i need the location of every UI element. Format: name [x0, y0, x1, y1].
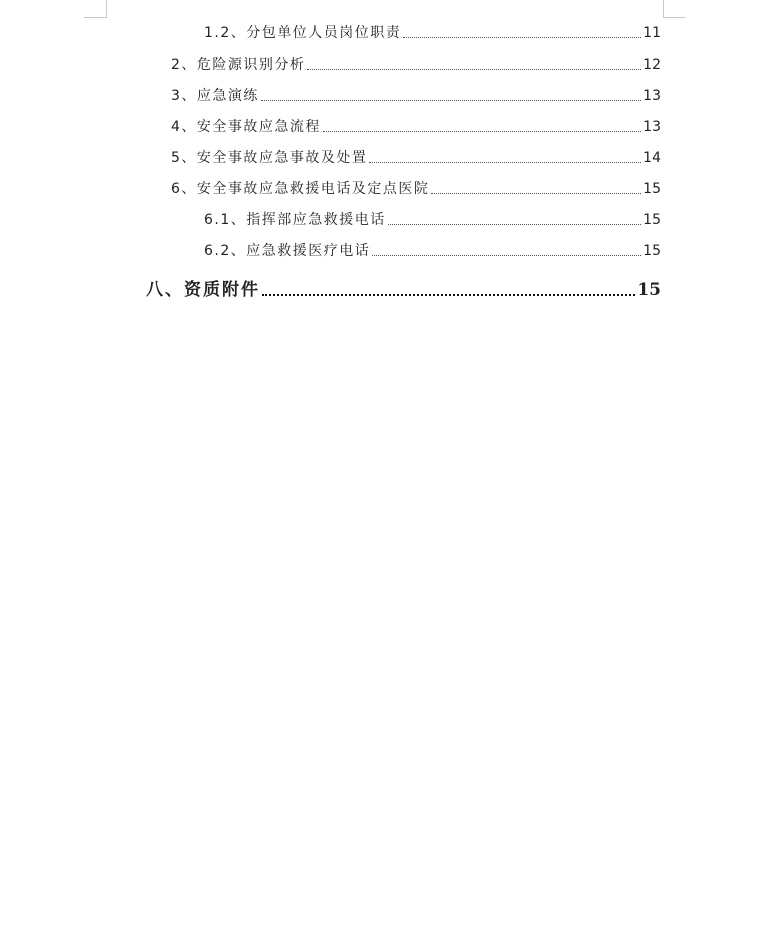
toc-entry-label: 6.1、指挥部应急救援电话 [204, 212, 386, 228]
toc-entry[interactable] [204, 25, 661, 41]
toc-entry[interactable] [171, 119, 661, 135]
toc-page-number: 15 [643, 212, 661, 228]
toc-page-number: 15 [637, 280, 661, 300]
toc-leader-dots [372, 254, 641, 256]
toc-leader-dots [323, 130, 641, 132]
toc-leader-dots [403, 36, 641, 38]
toc-leader-dots [388, 223, 641, 225]
toc-entry-label: 5、安全事故应急事故及处置 [171, 150, 368, 166]
toc-entry-label: 1.2、分包单位人员岗位职责 [204, 25, 402, 41]
toc-entry-label: 6.2、应急救援医疗电话 [204, 243, 371, 259]
toc-page-number: 12 [643, 57, 661, 73]
toc-page-number: 13 [643, 88, 661, 104]
toc-entry[interactable] [171, 88, 661, 104]
toc-leader-dots [431, 192, 641, 194]
toc-page-number: 14 [643, 150, 661, 166]
toc-entry-label: 6、安全事故应急救援电话及定点医院 [171, 181, 430, 197]
crop-mark-top-left [84, 0, 107, 18]
toc-leader-dots [262, 293, 635, 296]
toc-entry[interactable] [171, 57, 661, 73]
toc-entry[interactable] [171, 150, 661, 166]
toc-leader-dots [369, 161, 641, 163]
toc-entry[interactable] [204, 212, 661, 228]
toc-page-number: 15 [643, 243, 661, 259]
toc-page-number: 13 [643, 119, 661, 135]
toc-leader-dots [261, 99, 641, 101]
crop-mark-top-right [663, 0, 686, 18]
toc-entry-label: 3、应急演练 [171, 88, 259, 104]
toc-leader-dots [307, 68, 641, 70]
toc-entry[interactable] [171, 181, 661, 197]
toc-entry-label: 2、危险源识别分析 [171, 57, 306, 73]
toc-entry-label: 八、资质附件 [146, 280, 260, 300]
toc-entry[interactable] [204, 243, 661, 259]
toc-entry-label: 4、安全事故应急流程 [171, 119, 321, 135]
toc-page-number: 15 [643, 181, 661, 197]
toc-page-number: 11 [643, 25, 661, 41]
toc-entry-heading[interactable] [146, 280, 661, 300]
